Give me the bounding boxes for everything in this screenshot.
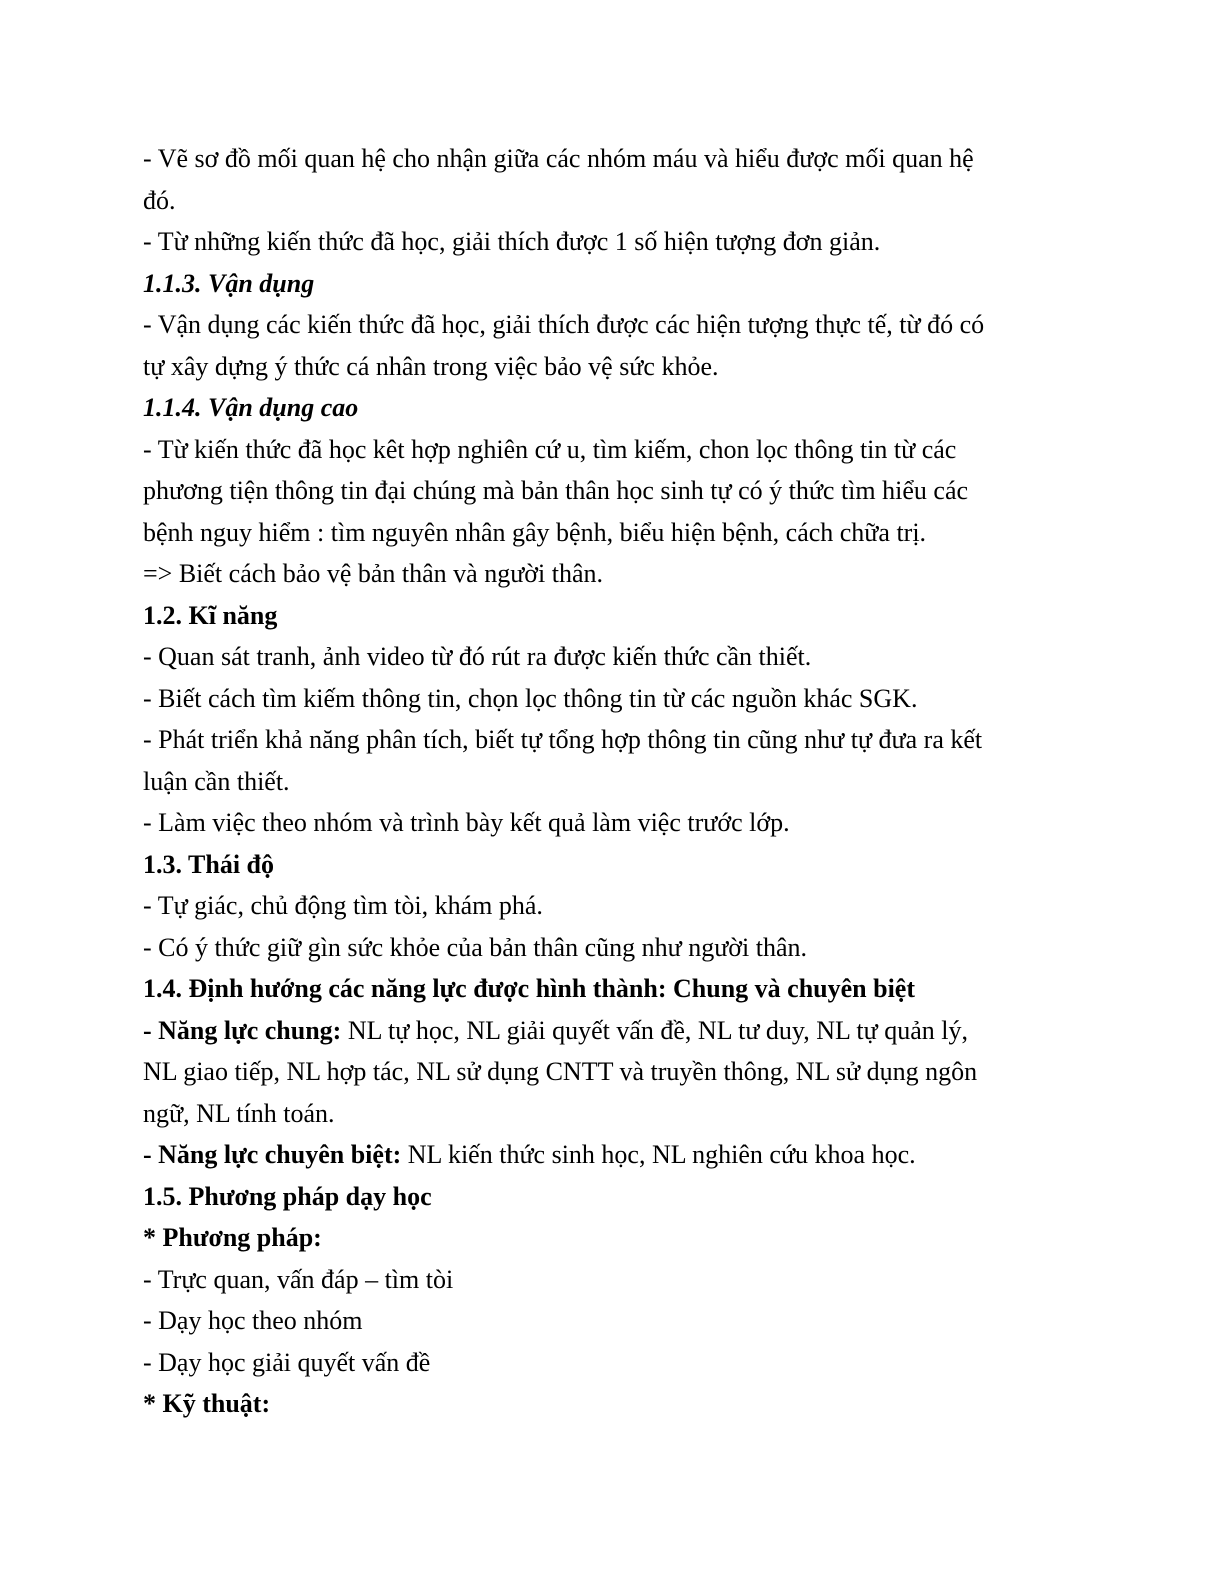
paragraph-text: NL tự học, NL giải quyết vấn đề, NL tư duy, NL tự quản lý, [341, 1015, 969, 1045]
paragraph-line [143, 1134, 1043, 1176]
section-heading: 1.4. Định hướng các năng lực được hình thành: Chung và chuyên biệt [143, 974, 916, 1003]
paragraph-line: - Dạy học giải quyết vấn đề [143, 1347, 431, 1377]
paragraph-line: luận cần thiết. [143, 766, 290, 796]
paragraph-line: - Biết cách tìm kiếm thông tin, chọn lọc thông tin từ các nguồn khác SGK. [143, 683, 918, 713]
paragraph-line: - Vẽ sơ đồ mối quan hệ cho nhận giữa các nhóm máu và hiểu được mối quan hệ [143, 144, 974, 173]
paragraph-line: - Vận dụng các kiến thức đã học, giải thích được các hiện tượng thực tế, từ đó có [143, 310, 985, 339]
section-heading: 1.5. Phương pháp dạy học [143, 1181, 432, 1211]
document-page [143, 138, 1043, 1425]
section-heading: 1.3. Thái độ [143, 849, 275, 879]
paragraph-line: ngữ, NL tính toán. [143, 1098, 335, 1128]
paragraph-line: NL giao tiếp, NL hợp tác, NL sử dụng CNTT và truyền thông, NL sử dụng ngôn [143, 1057, 978, 1086]
paragraph-line: đó. [143, 185, 176, 215]
paragraph-line: - Quan sát tranh, ảnh video từ đó rút ra được kiến thức cần thiết. [143, 642, 812, 671]
paragraph-line: - Từ những kiến thức đã học, giải thích được 1 số hiện tượng đơn giản. [143, 227, 881, 256]
paragraph-line: - Tự giác, chủ động tìm tòi, khám phá. [143, 891, 543, 920]
paragraph-line: => Biết cách bảo vệ bản thân và người thân. [143, 559, 604, 588]
bold-lead-label: - Năng lực chung: [143, 1015, 342, 1045]
section-heading: 1.1.3. Vận dụng [143, 268, 315, 298]
section-heading: * Kỹ thuật: [143, 1389, 271, 1418]
bold-lead-label: - Năng lực chuyên biệt: [143, 1140, 402, 1169]
paragraph-text: NL kiến thức sinh học, NL nghiên cứu khoa học. [401, 1140, 916, 1169]
paragraph-line: phương tiện thông tin đại chúng mà bản thân học sinh tự có ý thức tìm hiểu các [143, 476, 969, 505]
paragraph-line: - Dạy học theo nhóm [143, 1306, 363, 1335]
paragraph-line: - Làm việc theo nhóm và trình bày kết quả làm việc trước lớp. [143, 808, 790, 837]
paragraph-line: - Có ý thức giữ gìn sức khỏe của bản thân cũng như người thân. [143, 932, 808, 962]
paragraph-line [143, 1010, 1043, 1052]
section-heading: 1.2. Kĩ năng [143, 600, 278, 630]
paragraph-line: tự xây dựng ý thức cá nhân trong việc bảo vệ sức khỏe. [143, 351, 719, 381]
paragraph-line: bệnh nguy hiểm : tìm nguyên nhân gây bệnh, biểu hiện bệnh, cách chữa trị. [143, 517, 927, 547]
section-heading: * Phương pháp: [143, 1223, 322, 1252]
section-heading: 1.1.4. Vận dụng cao [143, 393, 359, 422]
paragraph-line: - Từ kiến thức đã học kêt hợp nghiên cứ u, tìm kiếm, chon lọc thông tin từ các [143, 434, 957, 464]
paragraph-line: - Phát triển khả năng phân tích, biết tự tổng hợp thông tin cũng như tự đưa ra kết [143, 725, 983, 754]
paragraph-line: - Trực quan, vấn đáp – tìm tòi [143, 1264, 454, 1294]
